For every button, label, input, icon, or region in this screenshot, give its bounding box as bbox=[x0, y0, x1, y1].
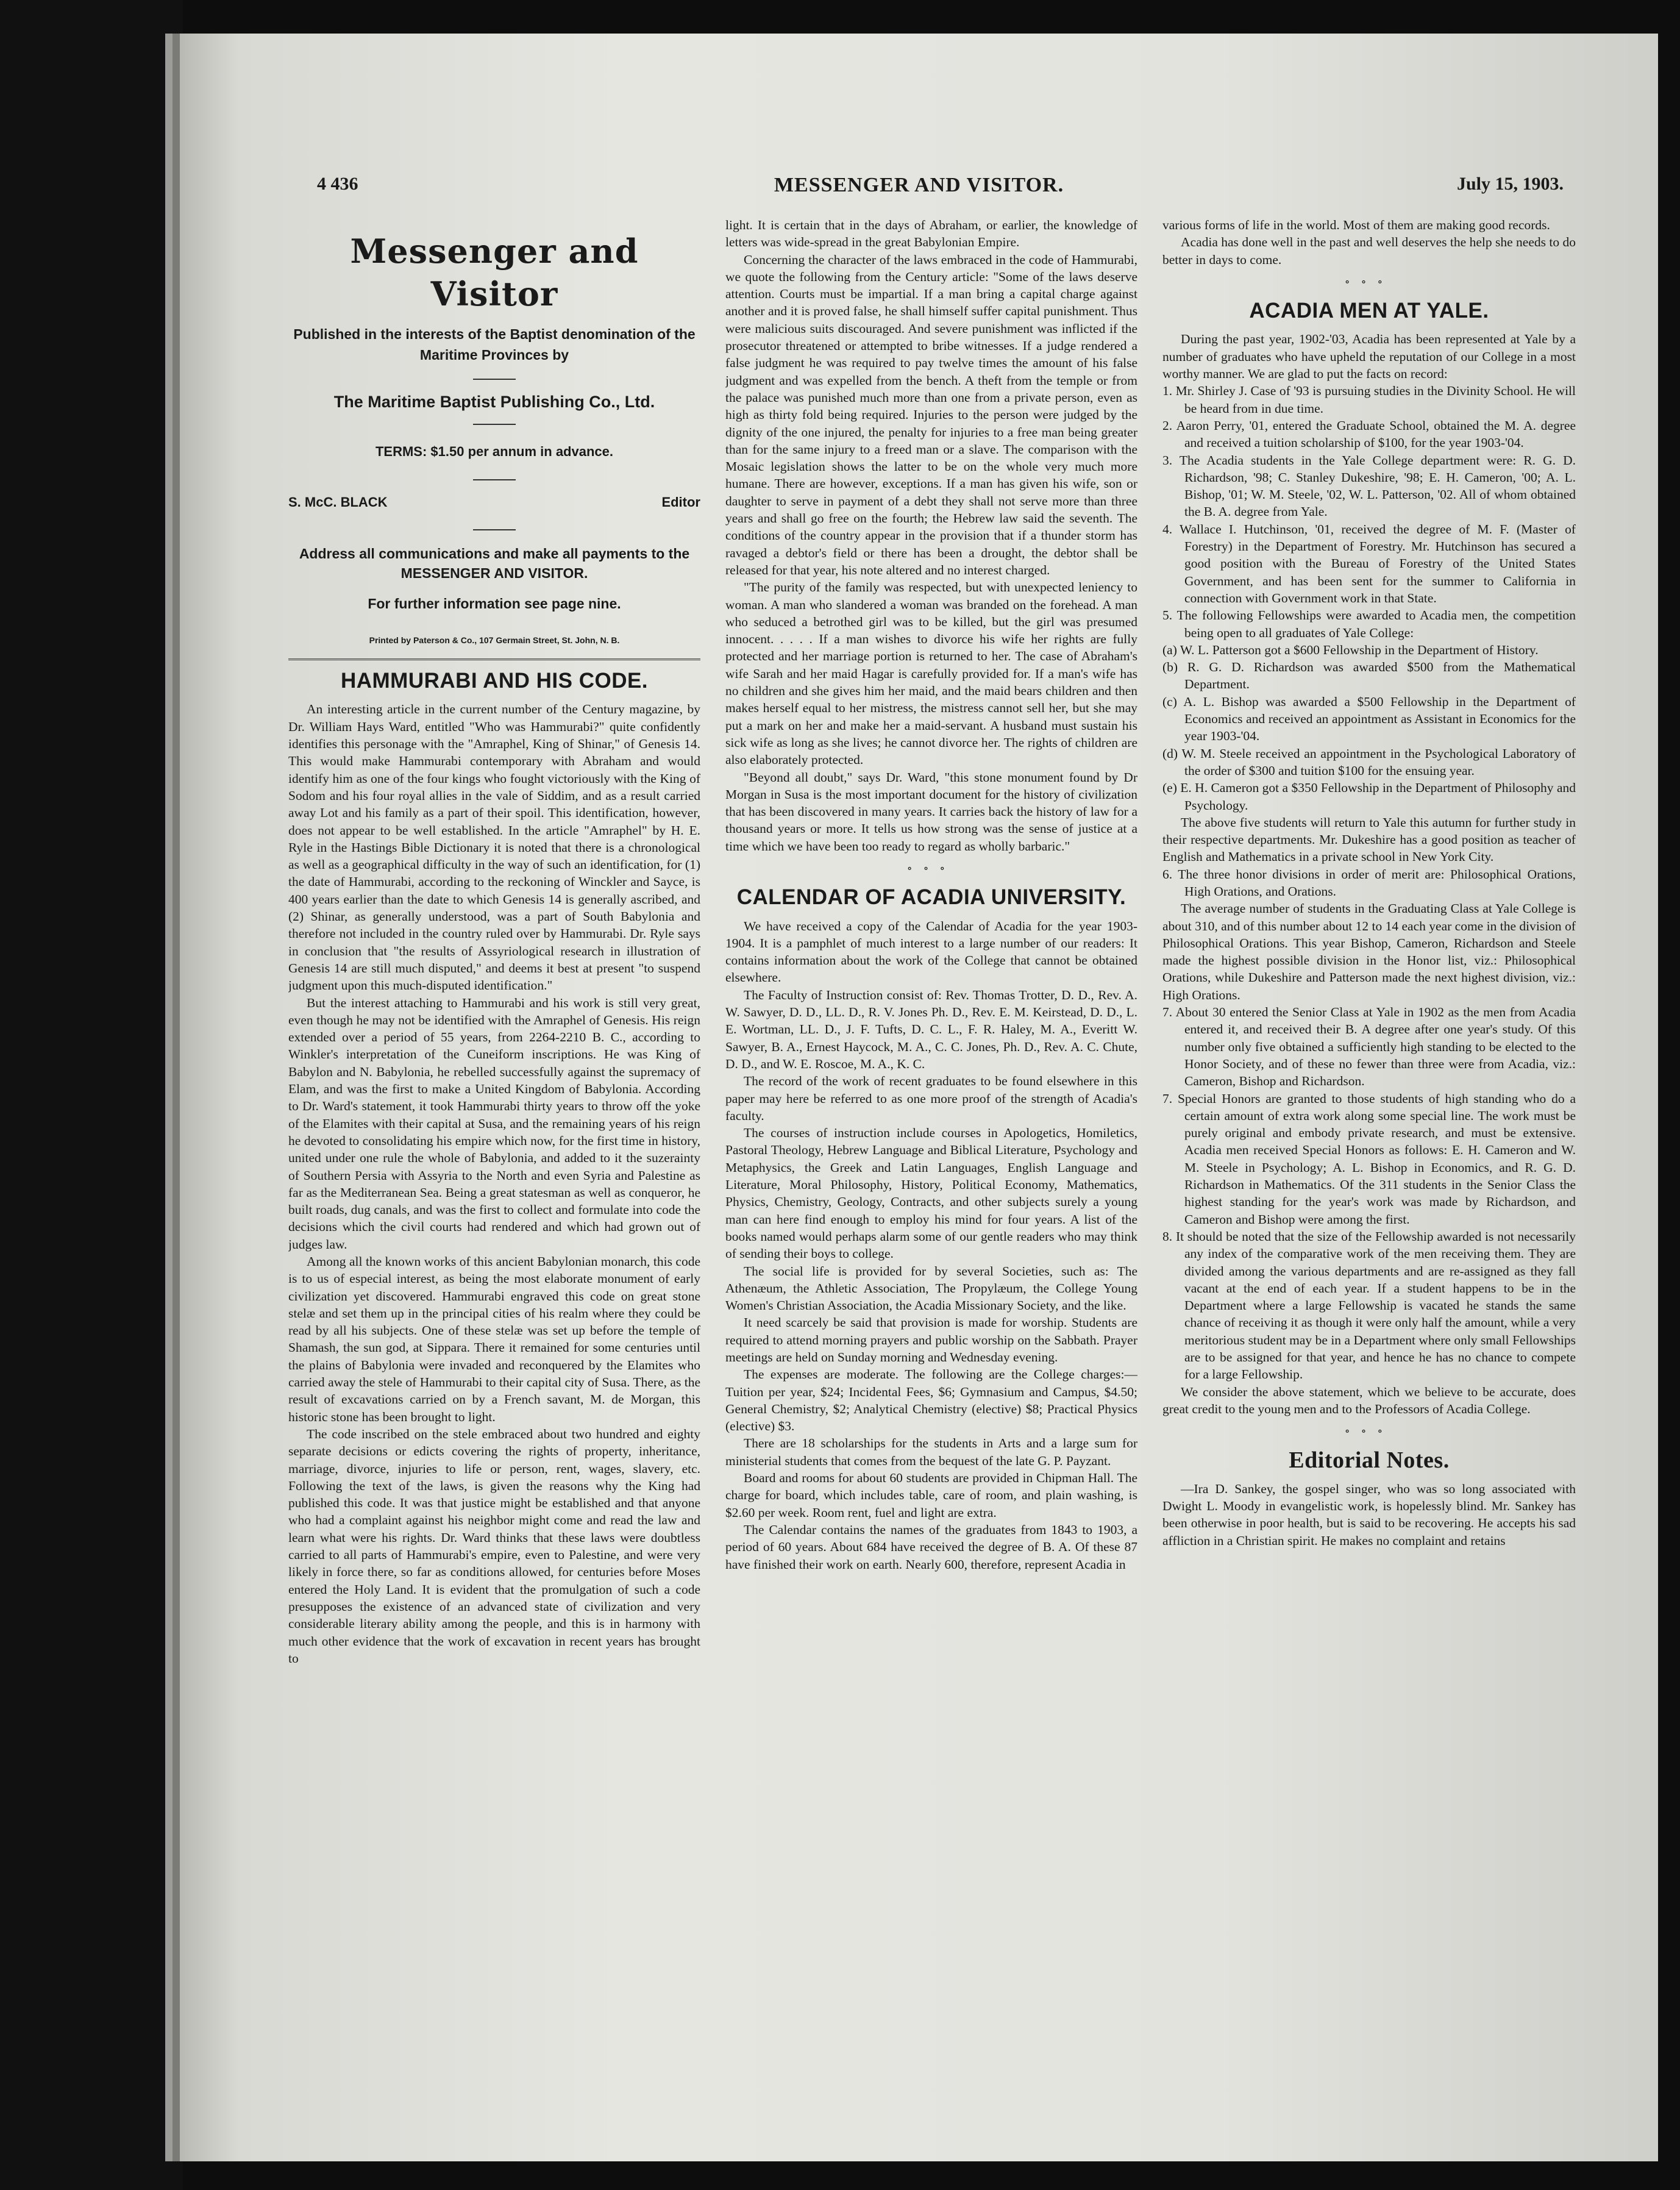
article-title-yale: ACADIA MEN AT YALE. bbox=[1249, 299, 1489, 323]
issue-date: July 15, 1903. bbox=[1456, 174, 1564, 194]
paragraph: Acadia has done well in the past and well deserves the help she needs to do better in days to come. bbox=[1162, 235, 1576, 267]
masthead-title: Messenger and Visitor bbox=[350, 232, 639, 313]
list-item: 3. The Acadia students in the Yale College department were: R. G. D. Richardson, '98; C. Stanley Dukeshire, '98; E. H. Cameron, '00; A. L. Bishop, '01; W. M. Steele, '02, W. L. Patterson, '02. All of whom obtained the B. A. degree from Yale. bbox=[1162, 452, 1576, 519]
column-1 bbox=[288, 216, 700, 2131]
article-title-hammurabi: HAMMURABI AND HIS CODE. bbox=[340, 669, 649, 693]
editor-role: Editor bbox=[661, 494, 700, 510]
divider bbox=[473, 424, 516, 425]
paragraph: We consider the above statement, which we believe to be accurate, does great credit to the young men and to the Professors of Acadia College. bbox=[1162, 1384, 1576, 1416]
newspaper-page bbox=[180, 34, 1658, 2161]
paragraph: Board and rooms for about 60 students are provided in Chipman Hall. The charge for board, which includes table, care of room, and plain washing, is $2.60 per week. Room rent, fuel and light are extra. bbox=[725, 1471, 1137, 1520]
paragraph: —Ira D. Sankey, the gospel singer, who was so long associated with Dwight L. Moody in evangelistic work, is hopelessly blind. Mr. Sankey has been otherwise in poor health, but is said to be recovering. He accepts his sad affliction in a Christian spirit. He makes no complaint and retains bbox=[1162, 1481, 1576, 1548]
column-2 bbox=[725, 216, 1137, 2131]
list-item: 1. Mr. Shirley J. Case of '93 is pursuing studies in the Divinity School. He will be heard from in due time. bbox=[1162, 383, 1576, 416]
paragraph: various forms of life in the world. Most of them are making good records. bbox=[1162, 218, 1550, 232]
paragraph: Concerning the character of the laws embraced in the code of Hammurabi, we quote the following from the Century article: "Some of the laws deserve attention. Courts must be impartial. If a man bring a capital charge against another and it is proved false, he shall himself suffer capital punishment. Thus were malicious suits discouraged. And severe punishment was inflicted if the prosecutor threatened or attempted to bribe witnesses. If a judge rendered a false judgment he was required to pay twelve times the amount of his false judgment and was expelled from the bench. A theft from the temple or from the palace was punished much more than one from a private person, even as high as thirty fold being required. Injuries to the person were judged by the dignity of the one injured, the penalty for injuries to a free man being greater than for the same injury to a freed man or a slave. The comparison with the Mosaic legislation shows the latter to be on the whole very much more humane. There are however, exceptions. If a man has given his wife, son or daughter to serve in payment of a debt they shall not serve more than three years and shall go free on the fourth; the Hebrew law said the seventh. The conditions of the country appear in the provision that if a thunder storm has ravaged a debtor's field or there has been a drought, the debtor shall be released for that year, his note altered and no interest charged. bbox=[725, 252, 1137, 577]
paragraph: The social life is provided for by several Societies, such as: The Athenæum, the Athletic Association, The Propylæum, the College Young Women's Christian Association, the Acadia Missionary Society, and the like. bbox=[725, 1263, 1137, 1313]
list-item: 2. Aaron Perry, '01, entered the Graduate School, obtained the M. A. degree and received a tuition scholarship of $100, for the year 1903-'04. bbox=[1162, 418, 1576, 451]
list-item: (c) A. L. Bishop was awarded a $500 Fellowship in the Department of Economics and received an appointment as Assistant in Economics for the year 1903-'04. bbox=[1162, 694, 1576, 744]
paragraph: The above five students will return to Yale this autumn for further study in their respective departments. Mr. Dukeshire has a good position as teacher of English and Mathematics in a private school in New York City. bbox=[1162, 815, 1576, 865]
divider bbox=[473, 379, 516, 380]
paragraph: During the past year, 1902-'03, Acadia has been represented at Yale by a number of graduates who have upheld the reputation of our College in a most worthy manner. We are glad to put the facts on record: bbox=[1162, 332, 1576, 382]
column-3 bbox=[1162, 216, 1576, 2131]
editor-name: S. McC. BLACK bbox=[288, 494, 388, 510]
masthead-company: The Maritime Baptist Publishing Co., Ltd. bbox=[333, 393, 655, 411]
list-item: (a) W. L. Patterson got a $600 Fellowship in the Department of History. bbox=[1162, 642, 1539, 657]
list-item: 7. Special Honors are granted to those students of high standing who do a certain amount of extra work along some special line. The work must be purely original and embody private research, and must be extensive. Acadia men received Special Honors as follows: E. H. Cameron and W. M. Steele in Psychology; A. L. Bishop in Economics, and R. G. D. Richardson in Mathematics. Of the 311 students in the Senior Class the highest standing for the year's work was made by Richardson, and Cameron and Bishop were among the first. bbox=[1162, 1091, 1576, 1227]
paragraph: The record of the work of recent graduates to be found elsewhere in this paper may here be referred to as one more proof of the strength of Acadia's faculty. bbox=[725, 1074, 1137, 1123]
paragraph: The average number of students in the Graduating Class at Yale College is about 310, and of this number about 12 to 14 each year come in the division of Philosophical Orations. This year Bishop, Cameron, Richardson and Steele made the highest possible division in the Honor list, viz.: Philosophical Orations, while Dukeshire and Patterson made the next highest division, viz.: High Orations. bbox=[1162, 901, 1576, 1002]
masthead-printer: Printed by Paterson & Co., 107 Germain Street, St. John, N. B. bbox=[369, 635, 620, 645]
section-ornament: ∘∘∘ bbox=[1344, 275, 1394, 288]
masthead-published: Published in the interests of the Baptist denomination of the Maritime Provinces by bbox=[293, 326, 696, 363]
masthead-terms: TERMS: $1.50 per annum in advance. bbox=[375, 444, 613, 460]
divider bbox=[473, 529, 516, 530]
book-binding bbox=[0, 0, 183, 2190]
section-ornament: ∘∘∘ bbox=[906, 861, 956, 874]
page-number: 4 436 bbox=[317, 174, 358, 194]
paragraph: The courses of instruction include courses in Apologetics, Homiletics, Pastoral Theology, Hebrew Language and Biblical Literature, Psychology and Metaphysics, the Greek and Latin Languages, English Language and Literature, Moral Philosophy, History, Political Economy, Mathematics, Physics, Chemistry, Geology, Contracts, and other subjects surely a young man can here find enough to employ his mind for four years. A list of the books named would perhaps alarm some of our gentle readers who may think of sending their boys to college. bbox=[725, 1125, 1137, 1261]
paragraph: The Calendar contains the names of the graduates from 1843 to 1903, a period of 60 years. About 684 have received the degree of B. A. Of these 87 have finished their work on earth. Nearly 600, therefore, represent Acadia in bbox=[725, 1522, 1137, 1572]
paragraph: We have received a copy of the Calendar of Acadia for the year 1903-1904. It is a pamphlet of much interest to a large number of our readers: It contains information about the work of the College that cannot be obtained elsewhere. bbox=[725, 918, 1137, 985]
masthead-info: For further information see page nine. bbox=[368, 595, 621, 612]
paragraph: "The purity of the family was respected, but with unexpected leniency to woman. A man who slandered a woman was branded on the forehead. A man who seduced a betrothed girl was to be killed, but the girl was presumed innocent. . . . . If a man wishes to divorce his wife her rights are fully protected and her marriage portion is returned to her. The case of Abraham's wife Sarah and her maid Hagar is carefully provided for. If a man's wife has no children and she gives him her maid, and the maid bears children and then makes herself equal to her mistress, the mistress cannot sell her, but she may put a mark on her and make her a maid-servant. A husband must sustain his sick wife as long as she lives; he cannot divorce her. The rights of children are also elaborately protected. bbox=[725, 580, 1137, 768]
paragraph: But the interest attaching to Hammurabi and his work is still very great, even though he may not be identified with the Amraphel of Genesis. His reign extended over a period of 55 years, from 2264-2210 B. C., according to Winkler's interpretation of the Cuneiform inscriptions. He was King of Babylon and N. Babylonia, he rebelled successfully against the supremacy of Elam, and was the first to make a United Kingdom of Babylonia. According to Dr. Ward's statement, it took Hammurabi thirty years to throw off the yoke of the Elamites with their capital at Susa, and the remaining years of his reign he devoted to consolidating his empire which now, for the first time in history, united under one rule the whole of Babylonia, and added to it the suzerainty of Southern Persia with Assyria to the North and even Syria and Palestine as far as the Mediterranean Sea. Being a great statesman as well as conqueror, he built roads, dug canals, and was the first to collect and formulate into code the decisions which the civil courts had rendered and which had grown out of judges law. bbox=[288, 995, 700, 1252]
list-item: 5. The following Fellowships were awarded to Acadia men, the competition being open to all graduates of Yale College: bbox=[1162, 608, 1576, 640]
paragraph: An interesting article in the current number of the Century magazine, by Dr. William Hays Ward, entitled "Who was Hammurabi?" quite confidently identifies this personage with the "Amraphel, King of Shinar," of Genesis 14. This would make Hammurabi contemporary with Abraham and would identify him as one of the four kings who fought victoriously with the King of Sodom and his four royal allies in the vale of Siddim, and as a result carried away Lot and his family as a part of their spoil. This identification, however, does not appear to be well established. In the article "Amraphel" by H. E. Ryle in the Hastings Bible Dictionary it is noted that there is a chronological as well as a geographical difficulty in the way of such an identification, for (1) the date of Hammurabi, according to the reckoning of Winckler and Sayce, is 400 years earlier than the date to which Genesis 14 is generally ascribed, and (2) Shinar, as generally understood, was a part of South Babylonia and therefore not included in the country ruled over by Hammurabi. Dr. Ryle says in conclusion that "the results of Assyriological research in illustration of Genesis 14 are still much disputed," and deems it best at present "to suspend judgment upon this much-disputed identification." bbox=[288, 702, 700, 993]
paragraph: The expenses are moderate. The following are the College charges:—Tuition per year, $24; Incidental Fees, $6; Gymnasium and Campus, $4.50; General Chemistry, $2; Analytical Chemistry (elective) $8; Practical Physics (elective) $3. bbox=[725, 1367, 1137, 1434]
section-ornament: ∘∘∘ bbox=[1344, 1425, 1394, 1438]
list-item: (d) W. M. Steele received an appointment in the Psychological Laboratory of the order of $300 and tuition $100 for the ensuing year. bbox=[1162, 746, 1576, 778]
running-header bbox=[180, 174, 1658, 210]
paragraph: There are 18 scholarships for the students in Arts and a large sum for ministerial students that comes from the bequest of the late G. P. Payzant. bbox=[725, 1436, 1137, 1468]
article-title-calendar: CALENDAR OF ACADIA UNIVERSITY. bbox=[736, 885, 1127, 910]
list-item: 4. Wallace I. Hutchinson, '01, received the degree of M. F. (Master of Forestry) in the Department of Forestry. Mr. Hutchinson has secured a good position with the Bureau of Forestry of the United States Government, and has been sent for the summer to California in connection with Government work in that State. bbox=[1162, 521, 1576, 605]
list-item: (e) E. H. Cameron got a $350 Fellowship in the Department of Philosophy and Psychology. bbox=[1162, 780, 1576, 813]
list-item: 6. The three honor divisions in order of merit are: Philosophical Orations, High Orations, and Orations. bbox=[1162, 866, 1576, 899]
paragraph: Among all the known works of this ancient Babylonian monarch, this code is to us of especial interest, as being the most elaborate monument of early civilization yet discovered. Hammurabi engraved this code on great stone stelæ and set them up in the principal cities of his realm where they could be read by all his subjects. One of these stelæ was set up before the temple of Shamash, the sun god, at Sippara. There it remained for some centuries until the plains of Babylonia were invaded and reconquered by the Elamites who carried away the stele of Hammurabi to their capital city of Susa. There, as the result of excavations carried on by a French savant, M. de Morgan, this historic stone has been brought to light. bbox=[288, 1254, 700, 1424]
divider bbox=[473, 479, 516, 480]
article-title-editorial: Editorial Notes. bbox=[1289, 1447, 1450, 1474]
paragraph: The Faculty of Instruction consist of: Rev. Thomas Trotter, D. D., Rev. A. W. Sawyer, D. D., LL. D., R. V. Jones Ph. D., Rev. E. M. Keirstead, D. D., L. E. Wortman, LL. D., J. F. Tufts, D. C. L., F. R. Haley, M. A., Everitt W. Sawyer, B. A., Ernest Haycock, M. A., C. C. Jones, Ph. D., Rev. A. C. Chute, D. D., and W. E. Roscoe, M. A., K. C. bbox=[725, 987, 1137, 1071]
list-item: 7. About 30 entered the Senior Class at Yale in 1902 as the men from Acadia entered it, and received their B. A degree after one year's study. Of this number only five obtained a sufficiently high standing to be elected to the Honor Society, and of these no fewer than three were from Acadia, viz.: Cameron, Bishop and Richardson. bbox=[1162, 1005, 1576, 1089]
paragraph: light. It is certain that in the days of Abraham, or earlier, the knowledge of letters was wide-spread in the great Babylonian Empire. bbox=[725, 218, 1137, 250]
masthead-address: Address all communications and make all payments to the MESSENGER AND VISITOR. bbox=[299, 545, 690, 581]
divider bbox=[288, 658, 700, 660]
masthead-editor bbox=[288, 494, 700, 511]
running-title: MESSENGER AND VISITOR. bbox=[774, 174, 1064, 196]
list-item: (b) R. G. D. Richardson was awarded $500 from the Mathematical Department. bbox=[1162, 660, 1576, 692]
paragraph: It need scarcely be said that provision is made for worship. Students are required to attend morning prayers and public worship on the Sabbath. Prayer meetings are held on Sunday morning and Wednesday evening. bbox=[725, 1315, 1137, 1364]
paragraph: "Beyond all doubt," says Dr. Ward, "this stone monument found by Dr Morgan in Susa is the most important document for the history of civilization that has been discovered in many years. It carries back the history of law for a thousand years or more. It tells us how strong was the sense of justice at a time which we have been too ready to regard as wholly barbaric." bbox=[725, 769, 1137, 854]
masthead bbox=[288, 230, 700, 649]
list-item: 8. It should be noted that the size of the Fellowship awarded is not necessarily any index of the comparative work of the men receiving them. They are divided among the various departments and are re-assigned as they fall vacant at the end of each year. If a student happens to be in the Department where a large Fellowship is vacated he stands the same chance of receiving it as though it were only half the amount, while a very meritorious student may be in a Department where only small Fellowships are to be assigned for that year, and hence he has no chance to compete for a large Fellowship. bbox=[1162, 1229, 1576, 1382]
paragraph: The code inscribed on the stele embraced about two hundred and eighty separate decisions or edicts covering the rights of property, inheritance, marriage, divorce, injuries to life or person, rent, wages, slavery, etc. Following the text of the laws, is given the reasons why the King had published this code. It was that justice might be established and that anyone who had a complaint against his neighbor might come and read the law and learn what were his rights. Dr. Ward thinks that these laws were doubtless carried to all parts of Hammurabi's empire, even to Palestine, and were very likely in force there, so far as conditions allowed, for centuries before Moses entered the Holy Land. It is evident that the promulgation of such a code presupposes the existence of an advanced state of civilization and very considerable literary ability among the people, and this is in harmony with much other evidence that the work of excavation in recent years has brought to bbox=[288, 1426, 700, 1666]
